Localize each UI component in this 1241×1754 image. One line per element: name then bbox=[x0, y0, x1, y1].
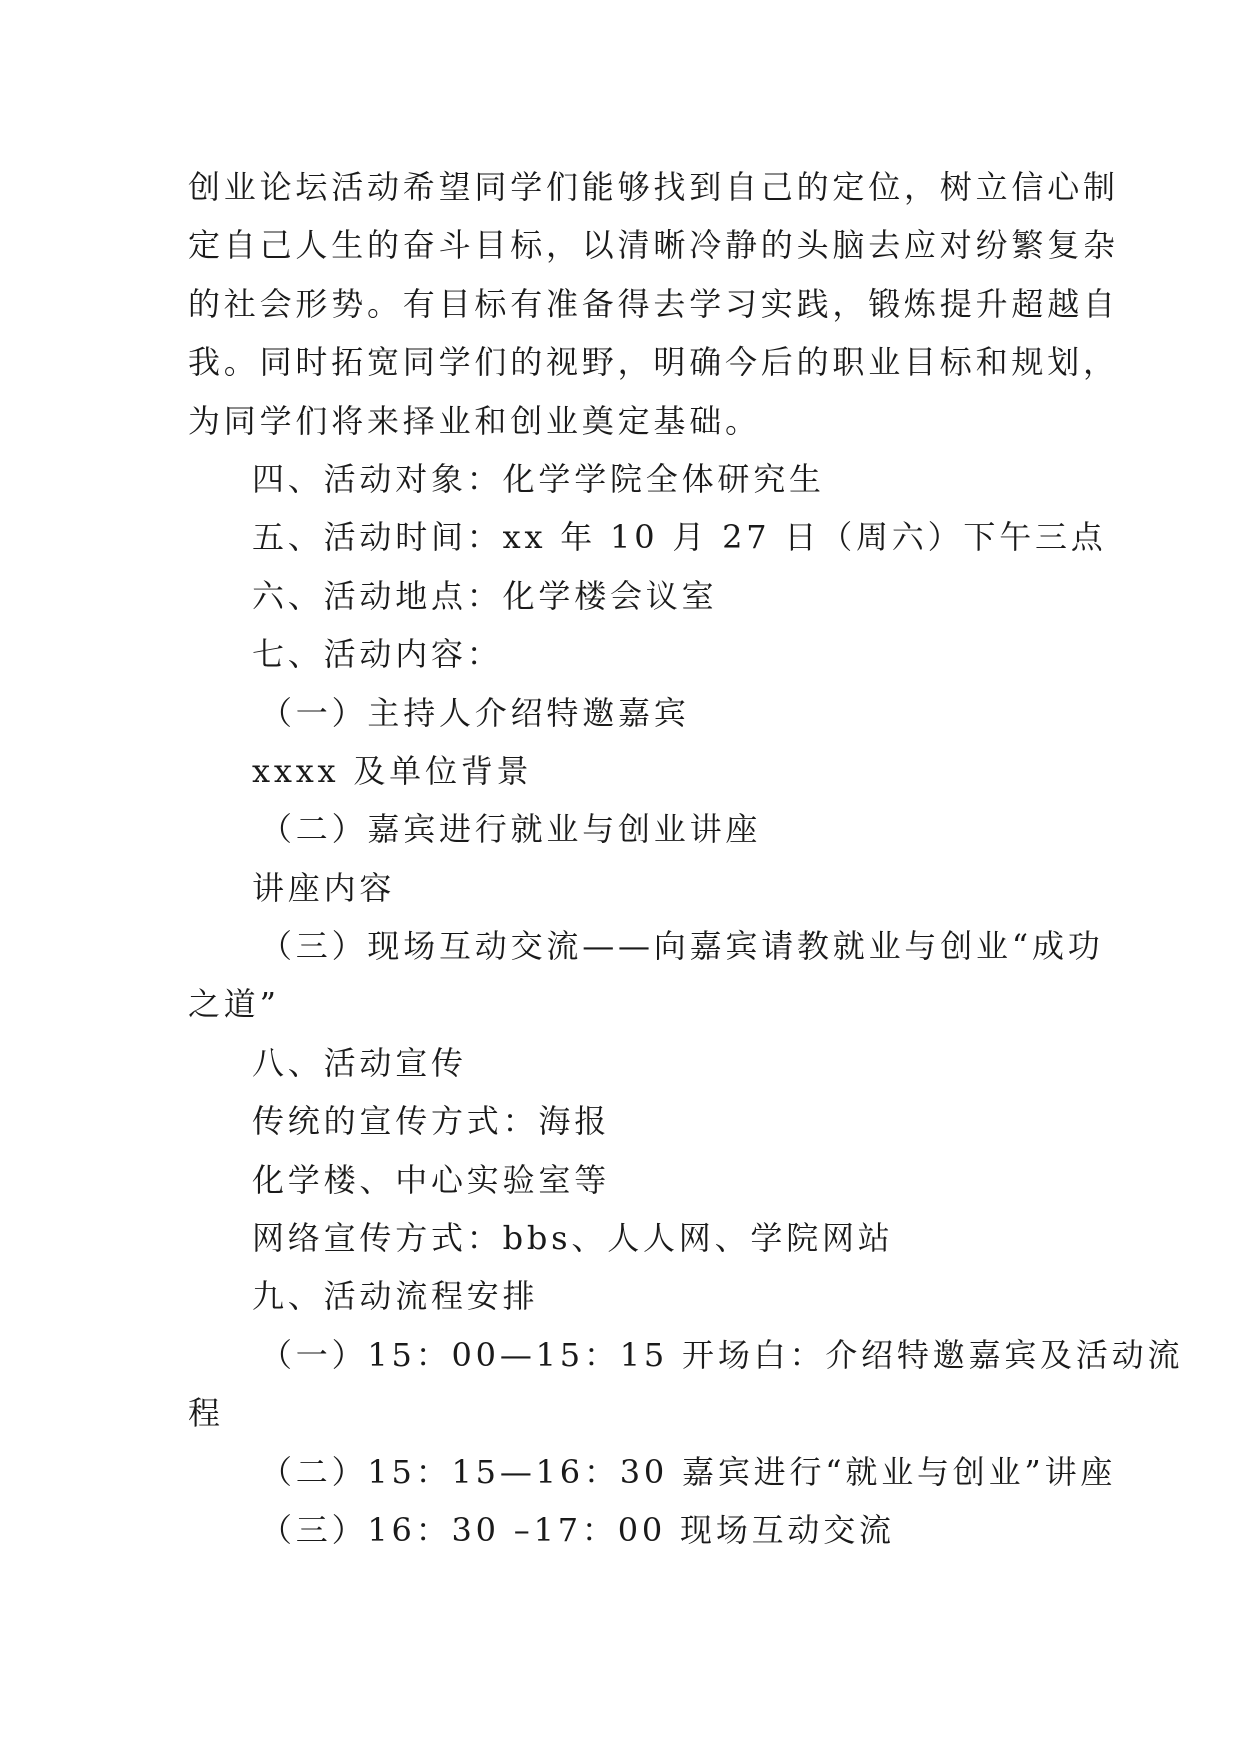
schedule-item-1: （一）15：00—15：15 开场白：介绍特邀嘉宾及活动流 bbox=[260, 1335, 1184, 1374]
section-heading-content: 七、活动内容： bbox=[252, 635, 503, 674]
promotion-traditional: 传统的宣传方式：海报 bbox=[252, 1102, 611, 1141]
content-item-3: （三）现场互动交流——向嘉宾请教就业与创业“成功 bbox=[260, 927, 1104, 966]
paragraph-line: 定自己人生的奋斗目标，以清晰冷静的头脑去应对纷繁复杂 bbox=[188, 226, 1119, 265]
promotion-locations: 化学楼、中心实验室等 bbox=[252, 1160, 611, 1199]
section-heading-promotion: 八、活动宣传 bbox=[252, 1043, 467, 1082]
section-heading-schedule: 九、活动流程安排 bbox=[252, 1277, 539, 1316]
paragraph-line: 创业论坛活动希望同学们能够找到自己的定位，树立信心制 bbox=[188, 168, 1119, 206]
schedule-item-2: （二）15：15—16：30 嘉宾进行“就业与创业”讲座 bbox=[260, 1452, 1117, 1491]
content-item-3-continued: 之道” bbox=[188, 985, 280, 1024]
paragraph-line: 的社会形势。有目标有准备得去学习实践，锻炼提升超越自 bbox=[188, 284, 1119, 323]
paragraph-line: 我。同时拓宽同学们的视野，明确今后的职业目标和规划， bbox=[188, 343, 1119, 382]
section-heading-target: 四、活动对象：化学学院全体研究生 bbox=[252, 459, 825, 498]
content-item-2: （二）嘉宾进行就业与创业讲座 bbox=[260, 810, 762, 849]
paragraph-line: 为同学们将来择业和创业奠定基础。 bbox=[188, 401, 761, 440]
promotion-online: 网络宣传方式：bbs、人人网、学院网站 bbox=[252, 1219, 894, 1258]
document-body bbox=[188, 158, 1184, 1559]
content-item-1-detail: xxxx 及单位背景 bbox=[252, 751, 533, 790]
content-item-2-detail: 讲座内容 bbox=[252, 868, 396, 907]
schedule-item-1-continued: 程 bbox=[188, 1394, 224, 1433]
schedule-item-3: （三）16：30 –17：00 现场互动交流 bbox=[260, 1510, 895, 1549]
section-heading-location: 六、活动地点：化学楼会议室 bbox=[252, 576, 718, 615]
content-item-1: （一）主持人介绍特邀嘉宾 bbox=[260, 693, 690, 732]
section-heading-time: 五、活动时间：xx 年 10 月 27 日（周六）下午三点 bbox=[252, 518, 1107, 557]
